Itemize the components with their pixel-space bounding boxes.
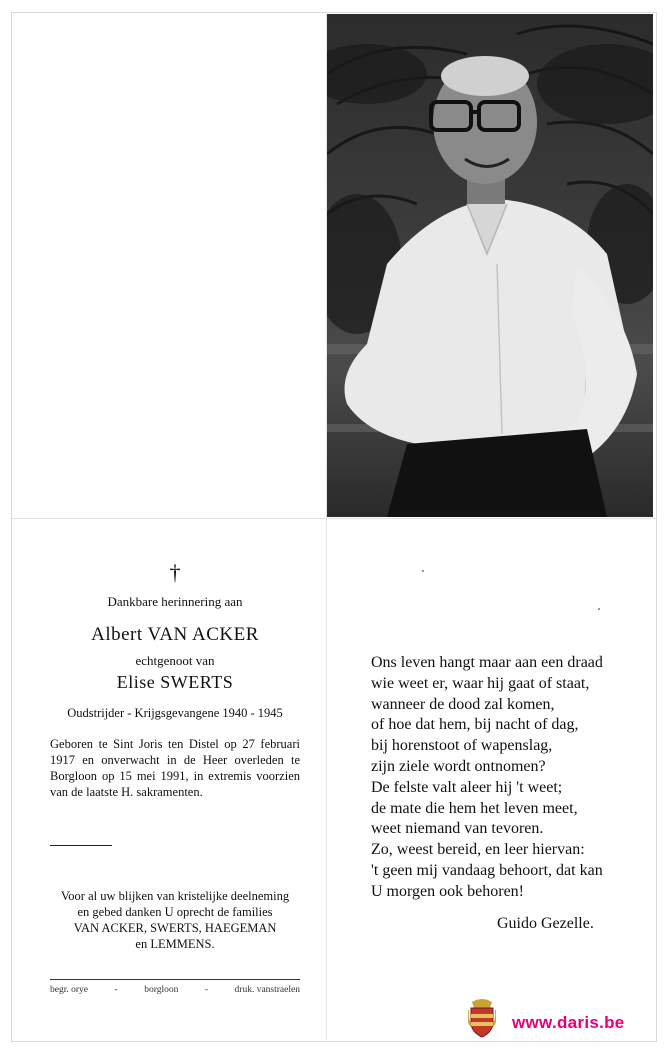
divider [50,845,112,846]
poem-line: De felste valt aleer hij 't weet; [371,778,563,796]
thanks-line: Voor al uw blijken van kristelijke deelneming [60,889,290,903]
biography-text: Geboren te Sint Joris ten Distel op 27 februari 1917 en onverwacht in de Heer overleden te Borgloon op 15 mei 1991, in extremis voorzien van de laatste H. sakramenten. [50,737,300,799]
poem-author: Guido Gezelle. [497,915,594,932]
poem-line: U morgen ook behoren! [371,882,524,900]
paper-speck [422,570,424,572]
thanks-line: VAN ACKER, SWERTS, HAEGEMAN [73,921,277,935]
thanks-line: en LEMMENS. [135,937,215,951]
paper-speck [598,608,600,610]
footer-separator: - [114,985,118,995]
cross-symbol: † [169,560,181,585]
spouse-name: Elise SWERTS [116,672,234,692]
veteran-line: Oudstrijder - Krijgsgevangene 1940 - 1945 [67,706,283,720]
poem [371,653,641,903]
thanks-line: en gebed danken U oprecht de families [77,905,273,919]
watermark-link[interactable]: www.daris.be [512,1013,625,1032]
card-fold-horizontal [11,518,657,519]
thanks-block [40,888,310,952]
deceased-name: Albert VAN ACKER [91,624,259,645]
poem-line: zijn ziele wordt ontnomen? [371,757,546,775]
poem-line: Ons leven hangt maar aan een draad [371,654,603,671]
footer-divider [50,979,300,980]
poem-line: wanneer de dood zal komen, [371,695,555,713]
memorial-intro: Dankbare herinnering aan [107,594,243,609]
heraldic-crest-icon [468,998,496,1038]
footer-separator: - [204,985,209,995]
spouse-label: echtgenoot van [135,653,215,668]
poem-line: bij horenstoot of wapenslag, [371,737,553,755]
footer-undertaker: begr. orye [50,985,88,995]
footer-town: borgloon [144,985,179,995]
poem-line: 't geen mij vandaag behoort, dat kan [371,861,603,879]
printer-footer [50,985,300,995]
poem-line: of hoe dat hem, bij nacht of dag, [371,716,579,734]
portrait-photo [327,14,653,517]
poem-line: weet niemand van tevoren. [371,820,544,838]
poem-line: Zo, weest bereid, en leer hiervan: [371,841,585,859]
poem-line: de mate die hem het leven meet, [371,799,578,817]
footer-printer: druk. vanstraelen [234,985,300,995]
poem-line: wie weet er, waar hij gaat of staat, [371,674,590,692]
